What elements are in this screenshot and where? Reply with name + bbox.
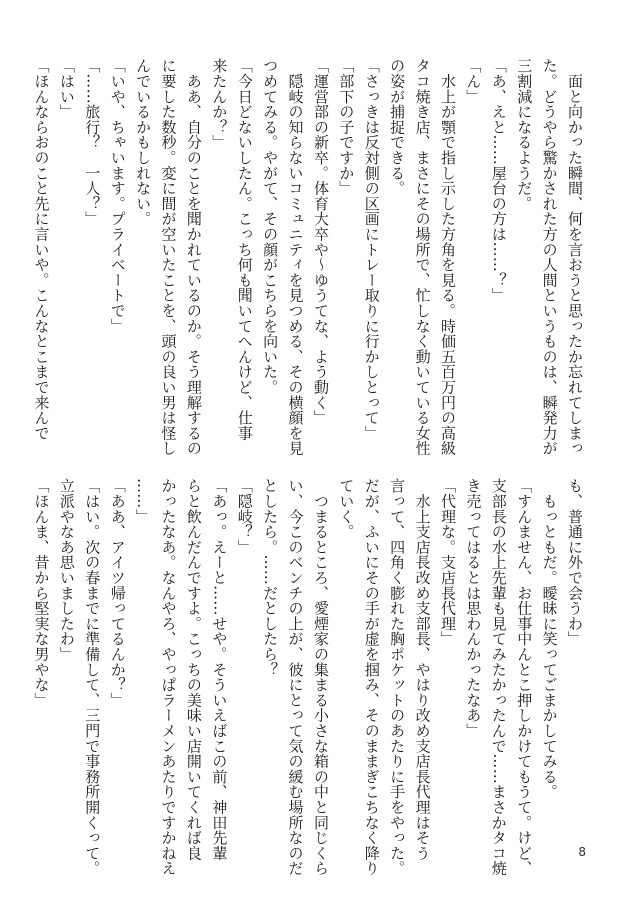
text-line: ああ、自分のことを聞かれているのか。そう理解するの: [184, 58, 203, 456]
text-line: 水上が顎で指し示した方角を見る。時価五百万円の高級: [438, 58, 457, 456]
text-line: 水上支店長改め支部長、やはり改め支店長代理はそう: [413, 478, 432, 861]
text-line: 「運営部の新卒。体育大卒や～ゆうてな、よう動く」: [311, 58, 330, 426]
text-line: の姿が捕捉できる。: [388, 58, 407, 196]
text-line: 「いや、ちゃいます。プライベートで」: [108, 58, 127, 334]
text-line: つまるところ、愛煙家の集まる小さな箱の中と同じくら: [311, 478, 330, 876]
text-line: き売ってはるとは思わんかったなあ」: [464, 478, 483, 739]
page-number: 8: [578, 845, 586, 859]
text-line: 「……旅行？ 一人？」: [83, 58, 102, 227]
text-block-bottom: [32, 478, 587, 876]
text-line: 隠岐の知らないコミュニティを見つめる、その横顔を見: [286, 58, 305, 456]
text-line: ていく。: [337, 478, 356, 540]
text-line: 「すんません、お仕事中んとこ押しかけてもうて。けど、: [515, 478, 534, 876]
text-line: 三割減になるようだ。: [515, 58, 534, 211]
text-line: に要した数秒。変に間が空いたことを、頭の良い男は怪し: [159, 58, 178, 456]
text-line: んでいるかもしれない。: [134, 58, 153, 227]
text-block-top: [32, 58, 587, 456]
text-line: も、普通に外で会うわ」: [566, 478, 584, 647]
text-line: 「はい」: [57, 58, 76, 120]
text-line: 「代理な。支店長代理」: [438, 478, 457, 647]
text-line: 「ん」: [464, 58, 483, 104]
text-line: い、今このベンチの上が、彼にとって気の緩む場所なのだ: [286, 478, 305, 876]
text-line: 立派やなあ思いましたわ」: [57, 478, 76, 662]
text-line: 「あ、えと……屋台の方は……？」: [489, 58, 508, 303]
text-line: だが、ふいにその手が虚を掴み、そのままぎこちなく降り: [362, 478, 381, 876]
text-line: 「今日どないしたん。こっち何も聞いてへんけど、仕事: [235, 58, 254, 441]
text-line: 言って、四角く膨れた胸ポケットのあたりに手をやった。: [388, 478, 407, 876]
text-line: た。どうやら驚かされた方の人間というものは、瞬発力が: [540, 58, 559, 456]
text-line: もっともだ。曖昧に笑ってごまかしてみる。: [540, 478, 559, 800]
text-line: 「ああ、アイツ帰ってるんか？」: [108, 478, 127, 708]
text-line: 面と向かった瞬間、何を言おうと思ったか忘れてしまっ: [566, 58, 584, 456]
text-line: ……」: [134, 478, 153, 524]
text-line: 「ほんま、昔から堅実な男やな」: [32, 478, 51, 708]
text-line: 「さっきは反対側の区画にトレー取りに行かしとって」: [362, 58, 381, 441]
text-line: かったなあ。なんやろ、やっぱラーメンあたりですかねえ: [159, 478, 178, 876]
text-line: 「あっ。えーと……せや。そういえばこの前、神田先輩: [210, 478, 229, 861]
text-line: 来たんか？」: [210, 58, 229, 150]
text-line: タコ焼き店、まさにその場所で、忙しなく動いている女性: [413, 58, 432, 456]
text-line: らと飲んだんですよ。こっちの美味い店開いてくれば良: [184, 478, 203, 861]
text-line: 支部長の水上先輩も見てみたかったんで……まさかタコ焼: [489, 478, 508, 876]
text-line: 「はい。次の春までに準備して、三門で事務所開くって。: [83, 478, 102, 876]
text-line: つめてみる。やがて、その顔がこちらを向いた。: [261, 58, 280, 395]
text-line: 「隠岐？」: [235, 478, 254, 555]
text-line: 「ほんならおのこと先に言いや。こんなとこまで来んで: [32, 58, 51, 441]
text-line: としたら。……だとしたら？: [261, 478, 280, 677]
text-line: 「部下の子ですか」: [337, 58, 356, 196]
